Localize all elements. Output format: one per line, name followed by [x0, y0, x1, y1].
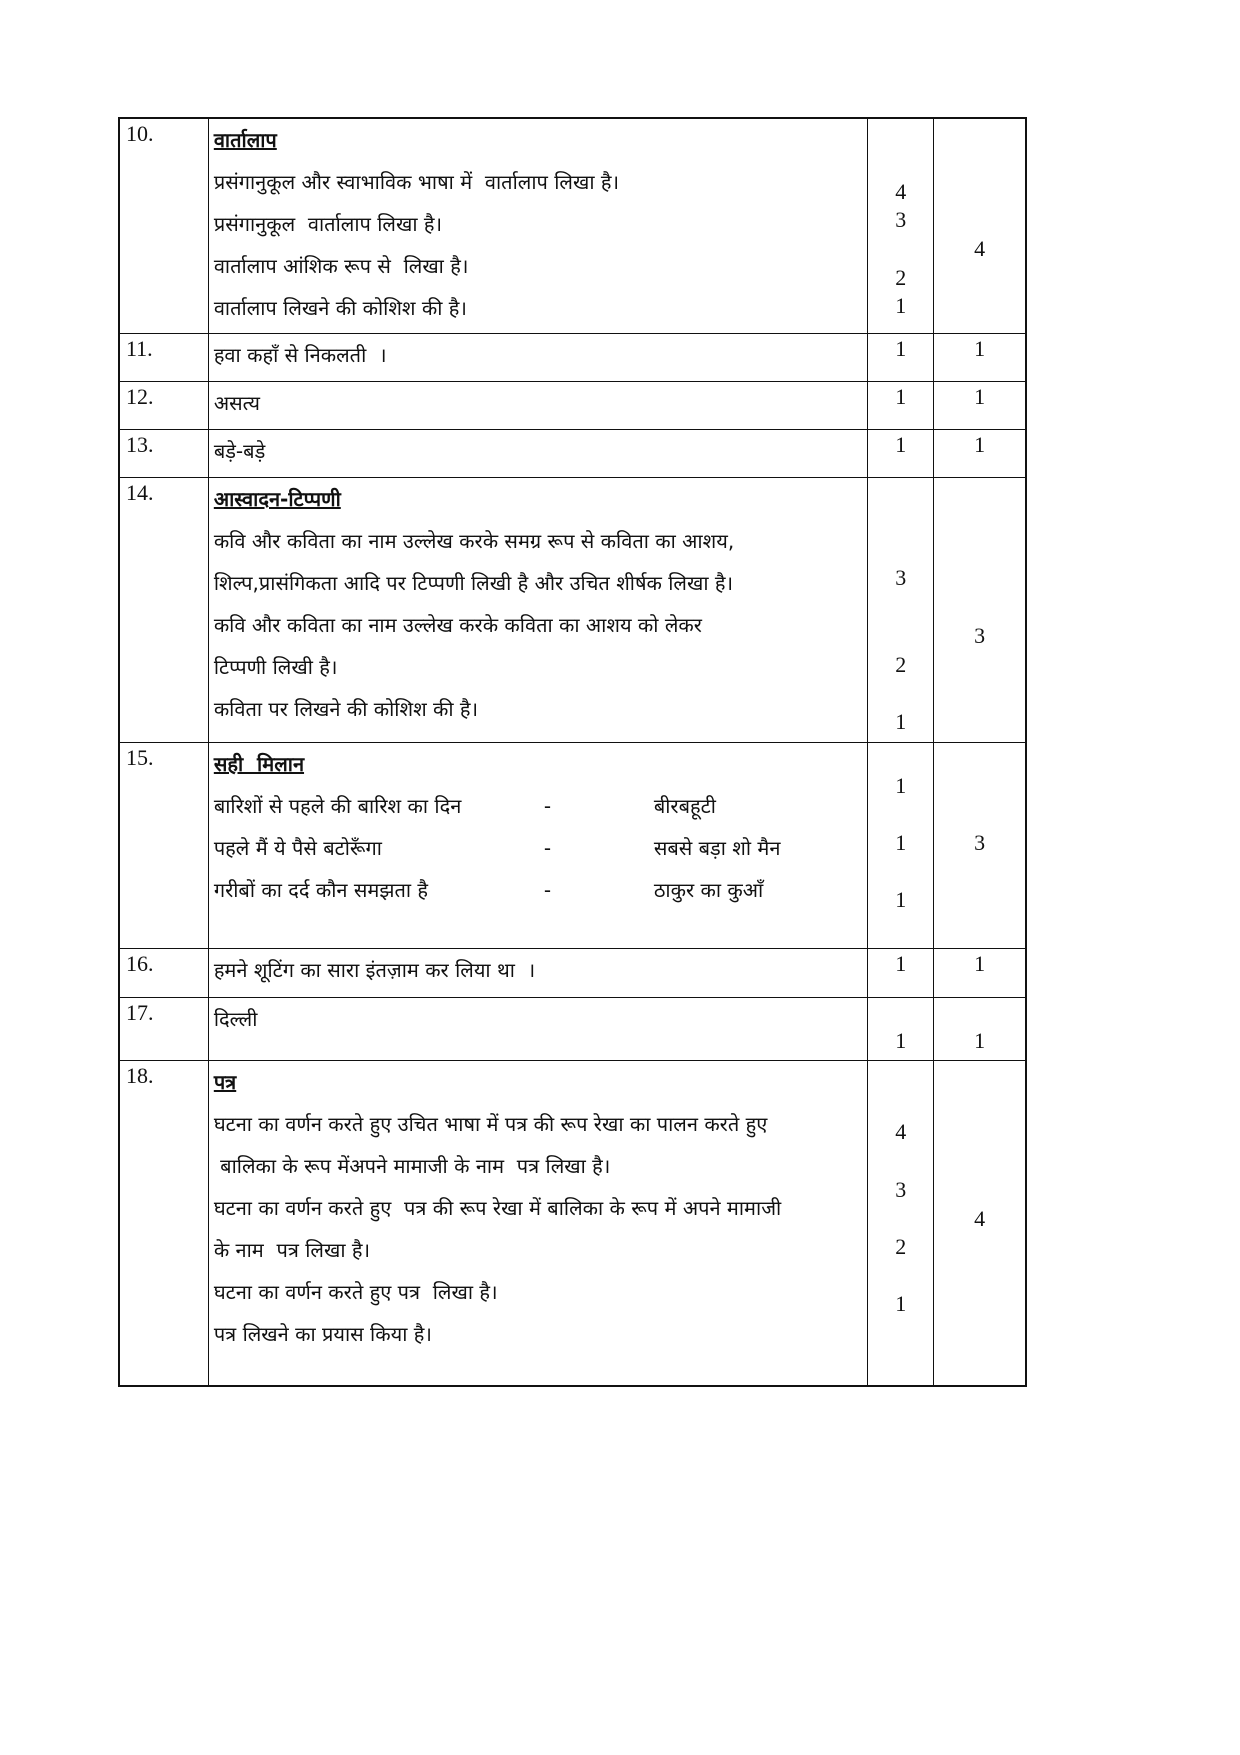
criterion: कवि और कविता का नाम उल्लेख करके कविता का आशय को लेकर	[213, 613, 702, 637]
mark: 2	[895, 1234, 907, 1259]
total-cell	[934, 334, 1025, 381]
total-cell	[934, 743, 1025, 948]
criterion: कवि और कविता का नाम उल्लेख करके समग्र रूप से कविता का आशय,	[213, 529, 735, 553]
criterion: बालिका के रूप मेंअपने मामाजी के नाम पत्र लिखा है।	[213, 1154, 611, 1178]
answer: हवा कहाँ से निकलती ।	[213, 343, 387, 367]
mark: 1	[895, 887, 907, 912]
mark: 2	[895, 652, 907, 677]
table-row	[120, 742, 1025, 948]
mark: 1	[895, 709, 907, 734]
table-row	[120, 381, 1025, 429]
question-number: 14.	[120, 478, 209, 742]
total-cell	[934, 382, 1025, 429]
marks-cell	[868, 430, 934, 477]
mark: 1	[895, 384, 907, 409]
match-right: बीरबहूटी	[653, 794, 716, 818]
match-left: गरीबों का दर्द कौन समझता है	[213, 878, 429, 902]
marks-cell	[868, 998, 934, 1060]
criterion: घटना का वर्णन करते हुए उचित भाषा में पत्र की रूप रेखा का पालन करते हुए	[213, 1112, 768, 1136]
criterion: कविता पर लिखने की कोशिश की है।	[213, 697, 479, 721]
criterion: पत्र लिखने का प्रयास किया है।	[213, 1322, 432, 1346]
total-cell	[934, 998, 1025, 1060]
section-title: पत्र	[213, 1070, 237, 1094]
question-number: 15.	[120, 743, 209, 948]
question-number: 13.	[120, 430, 209, 477]
section-title: वार्तालाप	[213, 128, 277, 152]
total-mark: 1	[974, 1028, 986, 1053]
marks-cell	[868, 119, 934, 333]
mark: 1	[895, 293, 907, 318]
answer: दिल्ली	[213, 1007, 258, 1031]
answer-cell	[209, 478, 869, 742]
criterion: वार्तालाप लिखने की कोशिश की है।	[213, 296, 467, 320]
table-row	[120, 997, 1025, 1060]
match-left: बारिशों से पहले की बारिश का दिन	[213, 794, 462, 818]
mark: 2	[895, 265, 907, 290]
total-mark: 3	[974, 623, 986, 648]
match-pair	[214, 869, 868, 911]
answer-cell	[209, 430, 869, 477]
table-row	[120, 333, 1025, 381]
total-mark: 4	[974, 1206, 986, 1231]
table-row	[120, 119, 1025, 333]
marks-cell	[868, 334, 934, 381]
total-cell	[934, 949, 1025, 997]
question-number: 18.	[120, 1061, 209, 1385]
mark: 1	[895, 1028, 907, 1053]
total-mark: 1	[974, 384, 986, 409]
question-number: 10.	[120, 119, 209, 333]
table-row	[120, 948, 1025, 997]
table-row	[120, 429, 1025, 477]
marks-cell	[868, 743, 934, 948]
total-mark: 1	[974, 336, 986, 361]
marks-cell	[868, 382, 934, 429]
match-pair	[214, 827, 868, 869]
section-title: सही मिलान	[213, 752, 305, 776]
criterion: टिप्पणी लिखी है।	[213, 655, 338, 679]
match-dash: -	[543, 878, 552, 902]
table-row	[120, 1060, 1025, 1385]
section-title: आस्वादन-टिप्पणी	[213, 487, 341, 511]
question-number: 12.	[120, 382, 209, 429]
mark: 3	[895, 1177, 907, 1202]
criterion: घटना का वर्णन करते हुए पत्र लिखा है।	[213, 1280, 498, 1304]
question-number: 17.	[120, 998, 209, 1060]
match-left: पहले मैं ये पैसे बटोरूँगा	[213, 836, 382, 860]
mark: 4	[895, 1119, 907, 1144]
total-cell	[934, 430, 1025, 477]
mark: 1	[895, 432, 907, 457]
mark: 1	[895, 336, 907, 361]
criterion: प्रसंगानुकूल और स्वाभाविक भाषा में वार्तालाप लिखा है।	[213, 170, 620, 194]
marks-cell	[868, 949, 934, 997]
match-right: सबसे बड़ा शो मैन	[653, 836, 781, 860]
mark: 3	[895, 207, 907, 232]
mark: 1	[895, 951, 907, 976]
total-cell	[934, 478, 1025, 742]
match-right: ठाकुर का कुआँ	[653, 878, 764, 902]
answer: बड़े-बड़े	[213, 439, 266, 463]
table-row	[120, 477, 1025, 742]
total-mark: 4	[974, 236, 986, 261]
criterion: घटना का वर्णन करते हुए पत्र की रूप रेखा में बालिका के रूप में अपने मामाजी	[213, 1196, 782, 1220]
mark: 4	[895, 179, 907, 204]
criterion: वार्तालाप आंशिक रूप से लिखा है।	[213, 254, 469, 278]
answer-cell	[209, 949, 869, 997]
total-cell	[934, 119, 1025, 333]
marking-scheme-table	[118, 117, 1027, 1387]
criterion: के नाम पत्र लिखा है।	[213, 1238, 371, 1262]
question-number: 11.	[120, 334, 209, 381]
answer-cell	[209, 119, 869, 333]
mark: 1	[895, 830, 907, 855]
marks-cell	[868, 1061, 934, 1385]
marks-cell	[868, 478, 934, 742]
criterion: प्रसंगानुकूल वार्तालाप लिखा है।	[213, 212, 443, 236]
total-mark: 1	[974, 951, 986, 976]
answer-cell	[209, 1061, 869, 1385]
mark: 1	[895, 773, 907, 798]
answer: हमने शूटिंग का सारा इंतज़ाम कर लिया था ।	[213, 958, 536, 982]
answer-cell	[209, 743, 869, 948]
mark: 1	[895, 1291, 907, 1316]
criterion: शिल्प,प्रासंगिकता आदि पर टिप्पणी लिखी है और उचित शीर्षक लिखा है।	[213, 571, 734, 595]
answer-cell	[209, 998, 869, 1060]
answer-cell	[209, 334, 869, 381]
match-pair	[214, 785, 868, 827]
total-mark: 3	[974, 830, 986, 855]
match-dash: -	[543, 794, 552, 818]
mark: 3	[895, 565, 907, 590]
total-cell	[934, 1061, 1025, 1385]
answer-cell	[209, 382, 869, 429]
answer: असत्य	[213, 391, 261, 415]
question-number: 16.	[120, 949, 209, 997]
match-dash: -	[543, 836, 552, 860]
total-mark: 1	[974, 432, 986, 457]
